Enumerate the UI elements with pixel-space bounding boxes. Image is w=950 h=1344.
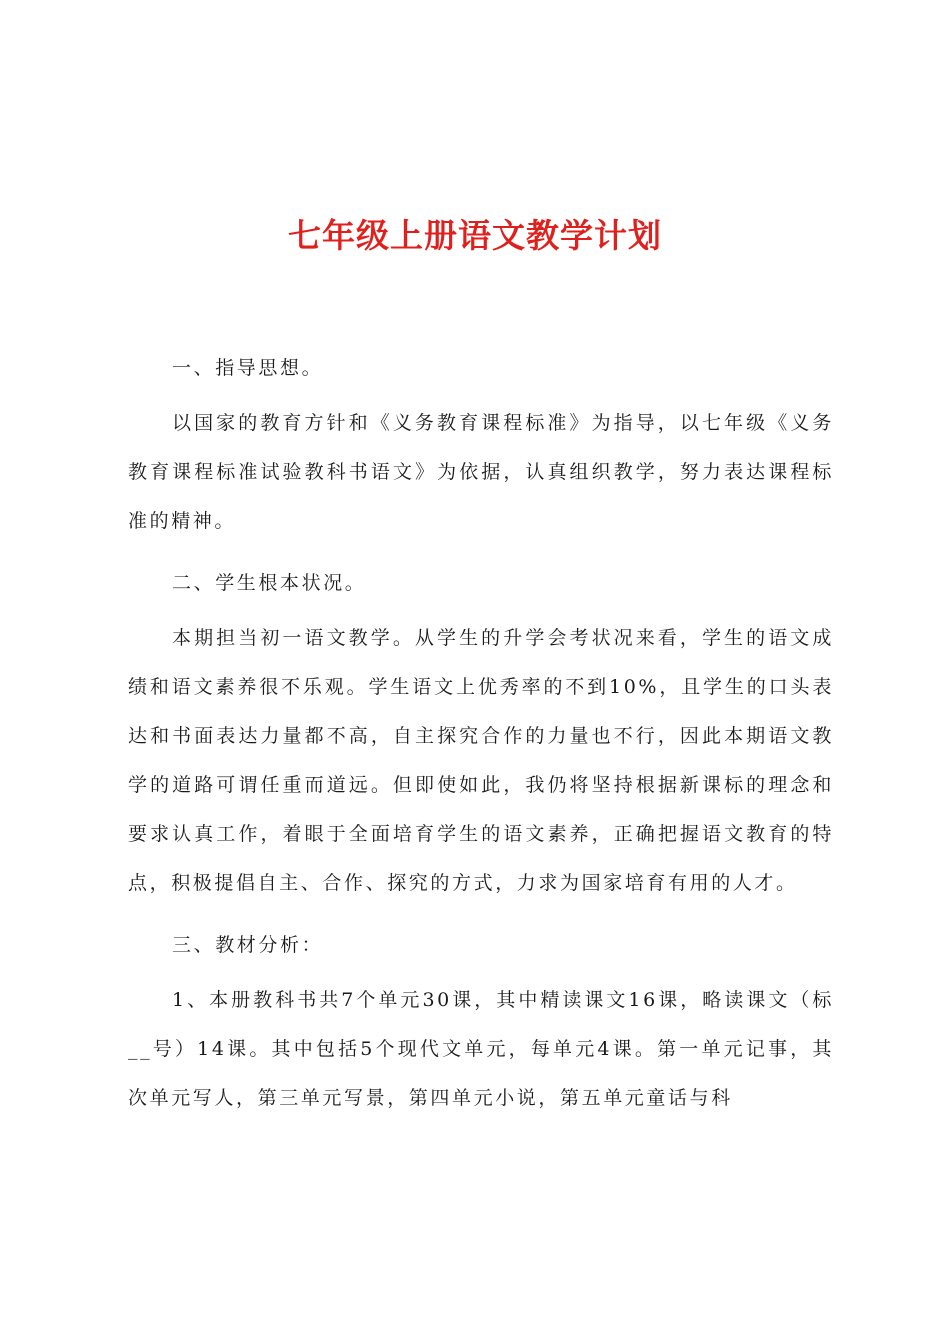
document-title: 七年级上册语文教学计划: [288, 216, 662, 255]
section-paragraph-textbook-analysis: 1、本册教科书共7个单元30课，其中精读课文16课，略读课文（标__号）14课。其中包括5个现代文单元，每单元4课。第一单元记事，其次单元写人，第三单元写景，第四单元小说，第五单元童话与科: [128, 989, 834, 1109]
document-body: [128, 344, 834, 1136]
section-paragraph-guiding-ideology: 以国家的教育方针和《义务教育课程标准》为指导，以七年级《义务教育课程标准试验教科书语文》为依据，认真组织教学，努力表达课程标准的精神。: [128, 412, 834, 532]
section-heading-textbook-analysis: 三、教材分析：: [172, 934, 324, 956]
section-heading-guiding-ideology: 一、指导思想。: [172, 357, 324, 379]
section-paragraph-student-situation: 本期担当初一语文教学。从学生的升学会考状况来看，学生的语文成绩和语文素养很不乐观。学生语文上优秀率的不到10%，且学生的口头表达和书面表达力量都不高，自主探究合作的力量也不行，因此本期语文教学的道路可谓任重而道远。但即使如此，我仍将坚持根据新课标的理念和要求认真工作，着眼于全面培育学生的语文素养，正确把握语文教育的特点，积极提倡自主、合作、探究的方式，力求为国家培育有用的人才。: [128, 627, 834, 894]
section-heading-student-situation: 二、学生根本状况。: [172, 572, 367, 594]
